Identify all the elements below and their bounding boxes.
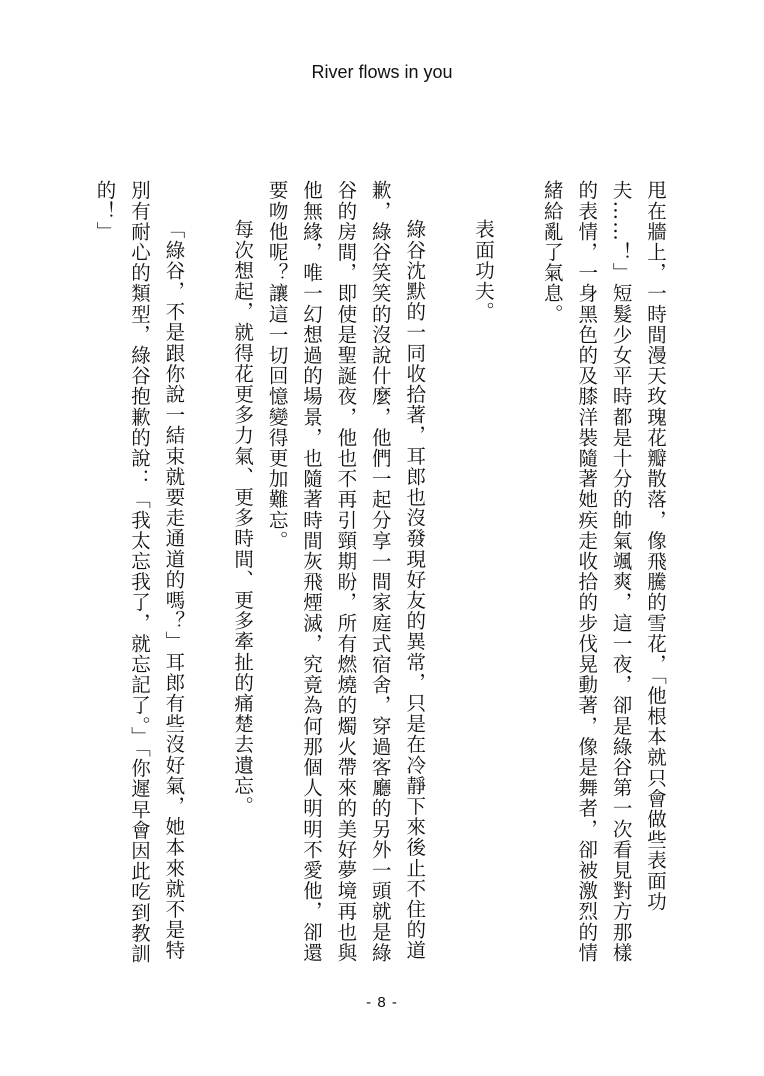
paragraph-3: 綠谷沈默的一同收拾著，耳郎也沒發現好友的異常，只是在冷靜下來後止不住的道歉，綠谷笑笑的沒說什麼，他們一起分享一間家庭式宿舍，穿過客廳的另外一頭就是綠谷的房間，即使是聖誕夜，他也不再引頸期盼，所有燃燒的燭火帶來的美好夢境再也與他無緣，唯一幻想過的場景，也隨著時間灰飛煙滅，究竟為何那個人明明不愛他，卻還要吻他呢？讓這一切回憶變得更加難忘。 — [265, 180, 427, 963]
paragraph-1: 甩在牆上，一時間漫天玫瑰花瓣散落，像飛騰的雪花，「他根本就只會做些表面功夫……！」短髮少女平時都是十分的帥氣颯爽，這一夜，卻是綠谷第一次看見對方那樣的表情，一身黑色的及膝洋裝隨著她疾走收拾的步伐晃動著，像是舞者，卻被激烈的情緒給亂了氣息。 — [540, 180, 667, 963]
paragraph-2: 表面功夫。 — [471, 219, 495, 322]
page-title: River flows in you — [311, 62, 453, 82]
blank-line — [190, 180, 224, 970]
page-number: - 8 - — [366, 994, 398, 1011]
paragraph-5: 「綠谷，不是跟你說一結束就要走通道的嗎？」耳郎有些沒好氣，她本來就不是特別有耐心的類型，綠谷抱歉的說：「我太忘我了，就忘記了。」「你遲早會因此吃到教訓的！」 — [93, 180, 186, 964]
paragraph-4: 每次想起，就得花更多力氣、更多時間、更多牽扯的痛楚去遺忘。 — [231, 219, 255, 817]
blank-line — [431, 180, 465, 970]
blank-line — [500, 180, 534, 970]
vertical-body-text — [87, 180, 672, 970]
